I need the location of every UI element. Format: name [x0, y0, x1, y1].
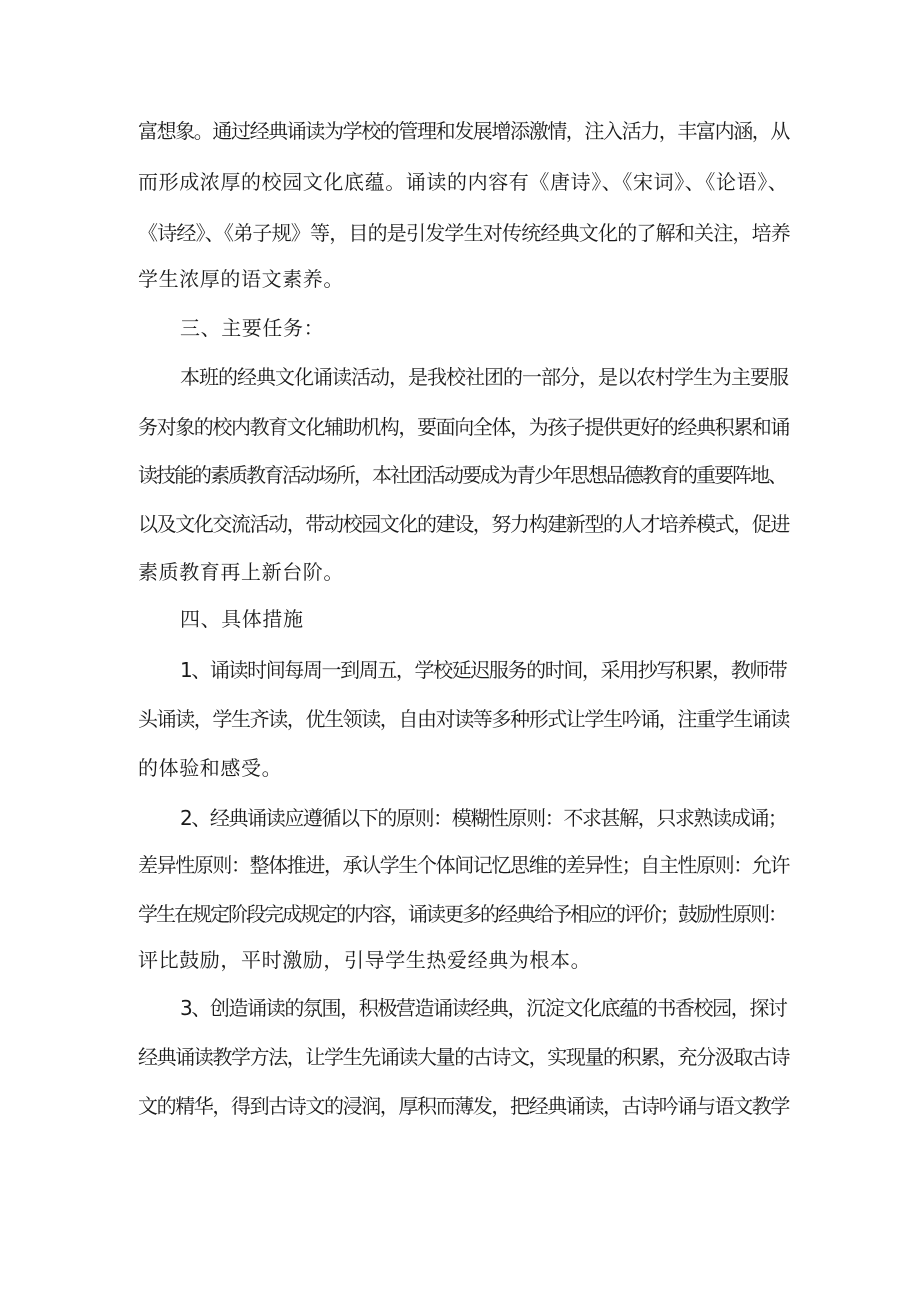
paragraph-line: 的体验和感受。: [138, 756, 283, 780]
paragraph-line: 《诗经》、《弟子规》等，目的是引发学生对传统经典文化的了解和关注，培养: [138, 221, 790, 245]
paragraph-line: 评比鼓励，平时激励，引导学生热爱经典为根本。: [138, 948, 592, 972]
paragraph-line: 而形成浓厚的校园文化底蕴。诵读的内容有《唐诗》、《宋词》、《论语》、: [138, 170, 789, 194]
paragraph-line: 学生在规定阶段完成规定的内容，诵读更多的经典给予相应的评价；鼓励性原则：: [138, 902, 786, 926]
paragraph-line: 以及文化交流活动，带动校园文化的建设，努力构建新型的人才培养模式，促进: [138, 512, 789, 536]
paragraph-line: 文的精华，得到古诗文的浸润，厚积而薄发，把经典诵读，古诗吟诵与语文教学: [138, 1094, 789, 1118]
paragraph-line: 头诵读，学生齐读，优生领读，自由对读等多种形式让学生吟诵，注重学生诵读: [138, 707, 789, 731]
paragraph-line: 读技能的素质教育活动场所，本社团活动要成为青少年思想品德教育的重要阵地、: [138, 463, 786, 487]
paragraph-line: 经典诵读教学方法，让学生先诵读大量的古诗文，实现量的积累，充分汲取古诗: [138, 1045, 789, 1069]
paragraph-line: 学生浓厚的语文素养。: [138, 267, 344, 291]
paragraph-line: 1、诵读时间每周一到周五，学校延迟服务的时间，采用抄写积累，教师带: [180, 658, 787, 682]
paragraph-line: 富想象。通过经典诵读为学校的管理和发展增添激情，注入活力，丰富内涵，从: [138, 119, 789, 143]
paragraph-line: 素质教育再上新台阶。: [138, 560, 344, 584]
section-heading-specific-measures: 四、具体措施: [180, 607, 304, 631]
paragraph-line: 务对象的校内教育文化辅助机构，要面向全体，为孩子提供更好的经典积累和诵: [138, 415, 789, 439]
paragraph-line: 差异性原则：整体推进，承认学生个体间记忆思维的差异性；自主性原则：允许: [138, 853, 789, 877]
paragraph-line: 3、创造诵读的氛围，积极营造诵读经典，沉淀文化底蕴的书香校园，探讨: [180, 996, 787, 1020]
paragraph-line: 2、经典诵读应遵循以下的原则：模糊性原则：不求甚解，只求熟读成诵；: [180, 806, 787, 830]
paragraph-line: 本班的经典文化诵读活动，是我校社团的一部分，是以农村学生为主要服: [180, 365, 788, 389]
section-heading-main-tasks: 三、主要任务：: [180, 316, 325, 340]
